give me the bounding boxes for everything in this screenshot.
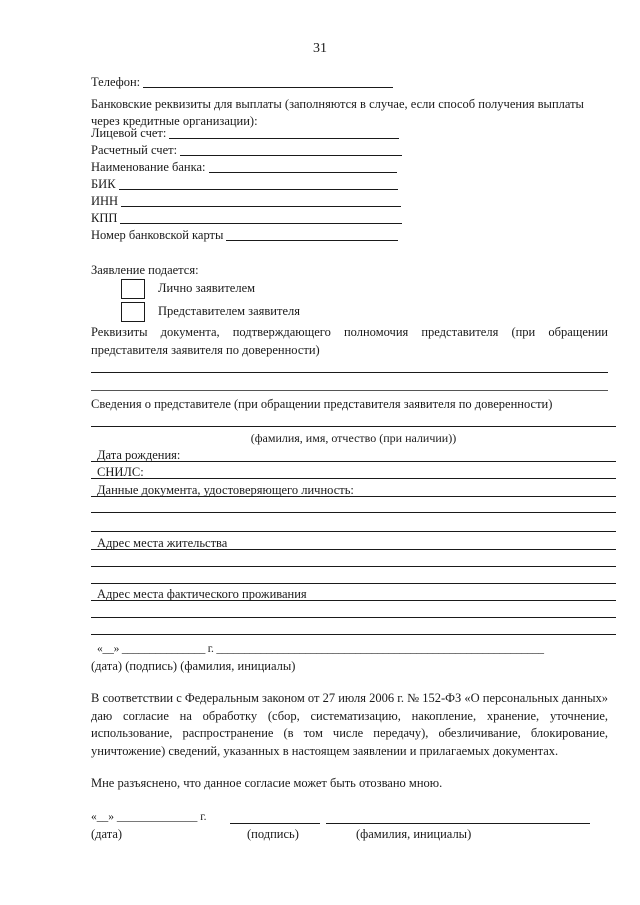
signature2-caption-date: (дата) bbox=[91, 827, 123, 841]
account-label: Лицевой счет: bbox=[91, 126, 167, 140]
residence-line-3[interactable] bbox=[91, 583, 616, 584]
kpp-field bbox=[91, 212, 402, 225]
kpp-input-line[interactable] bbox=[120, 223, 402, 224]
actual-address-line-2[interactable] bbox=[91, 617, 616, 618]
inn-label: ИНН bbox=[91, 194, 119, 208]
actual-address-label: Адрес места фактического проживания bbox=[97, 587, 307, 601]
bank-name-field bbox=[91, 161, 397, 174]
fio-caption: (фамилия, имя, отчество (при наличии)) bbox=[250, 431, 457, 445]
checkbox-personal[interactable] bbox=[121, 279, 145, 299]
bik-input-line[interactable] bbox=[119, 189, 398, 190]
card-field bbox=[91, 229, 398, 242]
actual-address-line-3[interactable] bbox=[91, 634, 616, 635]
id-doc-label: Данные документа, удостоверяющего личность: bbox=[97, 483, 354, 497]
signature2-name-line[interactable] bbox=[326, 823, 590, 824]
signature2-caption-sign: (подпись) bbox=[247, 827, 299, 841]
bik-label: БИК bbox=[91, 177, 116, 191]
phone-field bbox=[91, 76, 393, 89]
proxy-doc-line-1[interactable] bbox=[91, 372, 608, 373]
residence-line-2[interactable] bbox=[91, 566, 616, 567]
snils-line[interactable] bbox=[91, 478, 616, 479]
account-field bbox=[91, 127, 399, 140]
consent-text: В соответствии с Федеральным законом от 27 июля 2006 г. № 152-ФЗ «О персональных данных» даю согласие на обработку (сбор, систематизацию, накопление, хранение, уточнение, использование, распространение (в том числе передачу), обезличивание, блокирование, уничтожение) сведений, указанных в настоящем заявлении и прилагаемых документах. bbox=[91, 691, 609, 758]
signature2-date[interactable]: «__» ______________ г. bbox=[91, 811, 207, 823]
card-input-line[interactable] bbox=[226, 240, 398, 241]
inn-input-line[interactable] bbox=[121, 206, 401, 207]
bank-name-label: Наименование банка: bbox=[91, 160, 206, 174]
phone-input-line[interactable] bbox=[143, 87, 393, 88]
kpp-label: КПП bbox=[91, 211, 118, 225]
residence-line-1[interactable] bbox=[91, 549, 616, 550]
fio-line[interactable] bbox=[91, 426, 616, 427]
actual-address-line-1[interactable] bbox=[91, 600, 616, 601]
card-label: Номер банковской карты bbox=[91, 228, 224, 242]
signature2-caption-name: (фамилия, инициалы) bbox=[356, 827, 472, 841]
signature2-sign-line[interactable] bbox=[230, 823, 320, 824]
settlement-field bbox=[91, 144, 402, 157]
option-personal-label: Лично заявителем bbox=[158, 281, 256, 295]
snils-label: СНИЛС: bbox=[97, 465, 144, 479]
consent-revocable: Мне разъяснено, что данное согласие может быть отозвано мною. bbox=[91, 776, 443, 790]
representative-title: Сведения о представителе (при обращении представителя заявителя по доверенности) bbox=[91, 397, 553, 411]
id-doc-line-1[interactable] bbox=[91, 496, 616, 497]
submission-title: Заявление подается: bbox=[91, 263, 199, 277]
settlement-input-line[interactable] bbox=[180, 155, 402, 156]
proxy-doc-label: Реквизиты документа, подтверждающего полномочия представителя (при обращении представителя заявителя по доверенности) bbox=[91, 325, 608, 357]
proxy-doc-line-2[interactable] bbox=[91, 390, 608, 391]
bik-field bbox=[91, 178, 398, 191]
id-doc-line-3[interactable] bbox=[91, 531, 616, 532]
option-representative-label: Представителем заявителя bbox=[158, 304, 300, 318]
residence-label: Адрес места жительства bbox=[97, 536, 228, 550]
page-number: 31 bbox=[313, 41, 327, 56]
bank-details-intro: Банковские реквизиты для выплаты (заполняются в случае, если способ получения выплаты через кредитные организации): bbox=[91, 97, 584, 128]
birth-date-label: Дата рождения: bbox=[97, 448, 181, 462]
bank-name-input-line[interactable] bbox=[209, 172, 397, 173]
id-doc-line-2[interactable] bbox=[91, 512, 616, 513]
account-input-line[interactable] bbox=[169, 138, 399, 139]
birth-date-line[interactable] bbox=[91, 461, 616, 462]
settlement-label: Расчетный счет: bbox=[91, 143, 178, 157]
phone-label: Телефон: bbox=[91, 75, 141, 89]
inn-field bbox=[91, 195, 401, 208]
signature1-caption: (дата) (подпись) (фамилия, инициалы) bbox=[91, 659, 296, 673]
checkbox-representative[interactable] bbox=[121, 302, 145, 322]
signature1-line[interactable]: «__» _______________ г. ___________________________________________________________ bbox=[97, 643, 544, 655]
